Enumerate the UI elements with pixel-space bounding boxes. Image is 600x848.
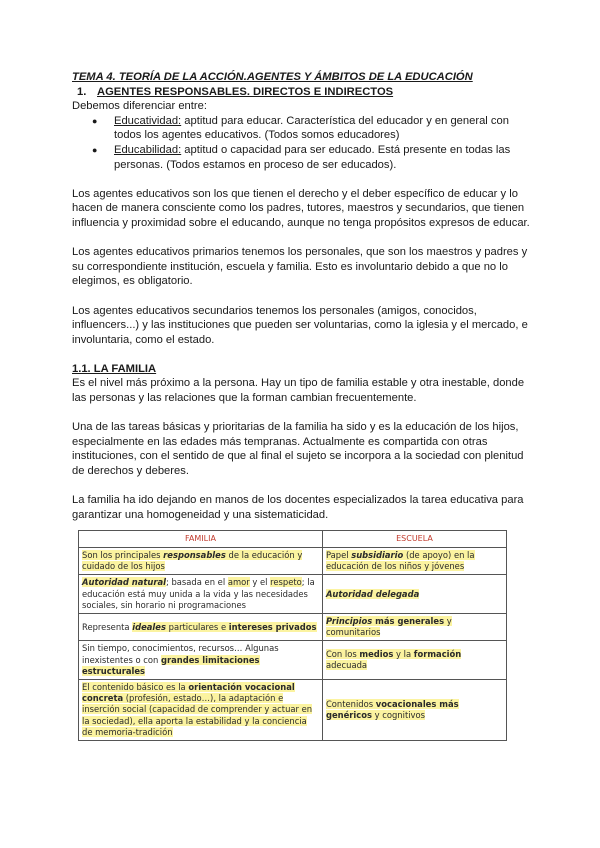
cell-escuela: Papel subsidiario (de apoyo) en la educación de los niños y jóvenes — [322, 548, 506, 575]
cell-escuela: Principios más generales y comunitarios — [322, 614, 506, 641]
cell-escuela: Autoridad delegada — [322, 575, 506, 614]
paragraph: Una de las tareas básicas y prioritarias de la familia ha sido y es la educación de los hijos, especialmente en las edades más tempranas. Actualmente es compartida con otras instituciones, con el sentido de que al final el sujeto se incorpora a la sociedad con plenitud de derechos y deberes. — [72, 421, 524, 478]
bullet-text: aptitud o capacidad para ser educado. Está presente en todas las personas. (Todos estamos en proceso de ser educados). — [114, 143, 511, 171]
document-body — [72, 70, 534, 522]
table-row — [79, 548, 507, 575]
table-row — [79, 575, 507, 614]
paragraph: Es el nivel más próximo a la persona. Hay un tipo de familia estable y otra inestable, donde las personas y las relaciones que la forman cambian frecuentemente. — [72, 377, 525, 405]
table-row — [79, 680, 507, 741]
comparison-table — [78, 530, 507, 741]
cell-familia: Sin tiempo, conocimientos, recursos… Algunas inexistentes o con grandes limitaciones estructurales — [79, 641, 323, 680]
table-header-row — [79, 531, 507, 548]
section-1-title: AGENTES RESPONSABLES. DIRECTOS E INDIRECTOS — [97, 85, 394, 98]
section-1-1-heading: 1.1. LA FAMILIA — [72, 362, 157, 375]
cell-familia: El contenido básico es la orientación vocacional concreta (profesión, estado…), la adaptación e inserción social (capacidad de comprender y actuar en la sociedad), ella aporta la estabilidad y la conciencia de memoria-tradición — [79, 680, 323, 741]
cell-familia: Autoridad natural; basada en el amor y el respeto; la educación está muy unida a la vida y las necesidades sociales, sin horario ni programaciones — [79, 575, 323, 614]
bullet-term: Educabilidad: — [114, 143, 182, 156]
section-1-number: 1. — [77, 85, 87, 98]
definition-list — [72, 114, 534, 172]
cell-familia: Son los principales responsables de la educación y cuidado de los hijos — [79, 548, 323, 575]
paragraph: La familia ha ido dejando en manos de los docentes especializados la tarea educativa para garantizar una homogeneidad y una sistematicidad. — [72, 494, 524, 521]
intro-text: Debemos diferenciar entre: — [72, 100, 207, 113]
document-title: TEMA 4. TEORÍA DE LA ACCIÓN.AGENTES Y ÁMBITOS DE LA EDUCACIÓN — [72, 71, 473, 83]
cell-escuela: Con los medios y la formación adecuada — [322, 641, 506, 680]
bullet-text: aptitud para educar. Característica del educador y en general con todos los agentes educativos. (Todos somos educadores) — [114, 114, 509, 142]
cell-escuela: Contenidos vocacionales más genéricos y cognitivos — [322, 680, 506, 741]
column-header-familia: FAMILIA — [79, 531, 323, 548]
table-row — [79, 614, 507, 641]
section-1-heading — [77, 85, 534, 100]
column-header-escuela: ESCUELA — [322, 531, 506, 548]
list-item — [102, 143, 534, 172]
paragraph: Los agentes educativos secundarios tenemos los personales (amigos, conocidos, influencers...) y las instituciones que pueden ser voluntarias, como la iglesia y el mercado, e involuntaria, como el estado. — [72, 304, 528, 346]
cell-familia: Representa ideales particulares e intereses privados — [79, 614, 323, 641]
paragraph: Los agentes educativos primarios tenemos los personales, que son los maestros y padres y su correspondiente institución, escuela y familia. Esto es involuntario debido a que no lo elegimos, es obligatorio. — [72, 246, 528, 288]
bullet-term: Educatividad: — [114, 114, 182, 127]
paragraph: Los agentes educativos son los que tienen el derecho y el deber específico de educar y lo hacen de manera consciente como los padres, tutores, maestros y secundarios, que tienen influencia y proximidad sobre el educando, aunque no tenga propósitos expresos de educar. — [72, 187, 530, 229]
list-item — [102, 114, 534, 143]
table-row — [79, 641, 507, 680]
